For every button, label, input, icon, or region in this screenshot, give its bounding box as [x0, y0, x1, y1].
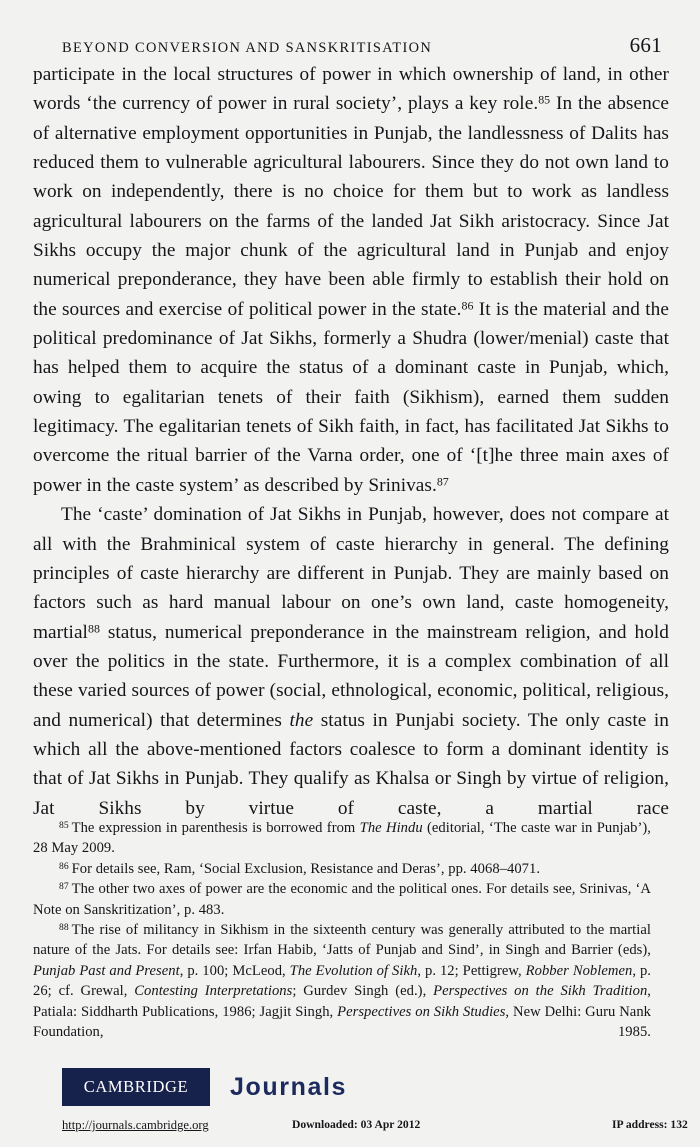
cambridge-journals-logo	[62, 1068, 347, 1106]
footnote-marker: 87	[436, 474, 449, 489]
downloaded-date: Downloaded: 03 Apr 2012	[292, 1118, 421, 1131]
italic-run: Robber Noblemen	[525, 962, 633, 979]
footnote	[33, 859, 651, 879]
footnote-marker: 85	[538, 92, 551, 107]
body-paragraph	[33, 60, 669, 500]
italic-run: the	[289, 709, 314, 731]
text-run: For details see, Ram, ‘Social Exclusion, Resistance and Deras’, pp. 4068–4071.	[71, 860, 541, 877]
italic-run: Punjab Past and Present	[33, 962, 180, 979]
body-paragraph	[33, 500, 669, 852]
footnotes-block	[33, 818, 651, 1063]
footnote-marker: 88	[87, 621, 100, 636]
text-run: The expression in parenthesis is borrowed from	[71, 820, 360, 836]
text-run: , p. 12; Pettigrew,	[417, 962, 526, 979]
text-run: (editorial, ‘The caste war in Punjab’), 28 May 2009.	[33, 820, 651, 857]
text-run: participate in the local structures of power in which ownership of land, in other words ‘the currency of power in rural society’, plays a key role.	[33, 64, 669, 115]
text-run: status in Punjabi society. The only caste in which all the above-mentioned factors coalesce to form a dominant identity is that of Jat Sikhs in Punjab. They qualify as Khalsa or Singh by virtue of religion, Jat Sikhs by virtue of caste, a martial race	[33, 709, 670, 819]
text-run: The other two axes of power are the economic and the political ones. For details see, Srinivas, ‘A Note on Sanskritization’, p. 483.	[33, 881, 651, 918]
italic-run: Contesting Interpretations	[134, 983, 293, 1000]
italic-run: The Evolution of Sikh	[289, 962, 418, 979]
italic-run: Perspectives on Sikh Studies	[337, 1003, 506, 1020]
footnote-number: 86	[59, 860, 69, 872]
body-text	[33, 60, 669, 852]
italic-run: Perspectives on the Sikh Tradition	[433, 983, 648, 1000]
footnote	[33, 920, 651, 1063]
footer-bar	[0, 1118, 700, 1144]
text-run: , p. 26; cf. Grewal,	[33, 962, 651, 1000]
footnote-marker: 86	[461, 298, 474, 313]
journals-wordmark: Journals	[230, 1072, 347, 1101]
cambridge-logo-box	[62, 1068, 210, 1106]
text-run: , New Delhi: Guru Nank Foundation, 1985.	[33, 1003, 651, 1041]
cambridge-wordmark: CAMBRIDGE	[83, 1077, 189, 1096]
running-head	[62, 33, 662, 58]
footnote	[33, 818, 651, 859]
text-run: status, numerical preponderance in the mainstream religion, and hold over the politics in the state. Furthermore, it is a complex combination of all these varied sources of power (social, ethnological, economic, political, religious, and numerical) that determines	[33, 621, 669, 731]
running-title: BEYOND CONVERSION AND SANSKRITISATION	[62, 40, 433, 56]
ip-address: IP address: 132	[612, 1118, 688, 1131]
footnote-number: 88	[59, 921, 69, 933]
text-run: , Patiala: Siddharth Publications, 1986; Jagjit Singh,	[33, 983, 651, 1020]
footnote	[33, 879, 651, 920]
text-run: The ‘caste’ domination of Jat Sikhs in Punjab, however, does not compare at all with the Brahminical system of caste hierarchy in general. The defining principles of caste hierarchy are different in Punjab. They are mainly based on factors such as hard manual labour on one’s own land, caste homogeneity, martial	[33, 504, 669, 643]
italic-run: The Hindu	[359, 820, 423, 836]
journals-url-link[interactable]: http://journals.cambridge.org	[62, 1118, 209, 1132]
text-run: , p. 100; McLeod,	[179, 962, 290, 979]
text-run: The rise of militancy in Sikhism in the sixteenth century was generally attributed to the martial nature of the Jats. For details see: Irfan Habib, ‘Jatts of Punjab and Sind’, in Singh and Barrier (eds),	[33, 922, 651, 959]
text-run: ; Gurdev Singh (ed.),	[292, 983, 434, 1000]
text-run: It is the material and the political predominance of Jat Sikhs, formerly a Shudra (lower/menial) caste that has helped them to acquire the status of a dominant caste in Punjab, which, owing to egalitarian tenets of their faith (Sikhism), earned them sudden legitimacy. The egalitarian tenets of Sikh faith, in fact, has facilitated Jat Sikhs to overcome the ritual barrier of the Varna order, one of ‘[t]he three main axes of power in the caste system’ as described by Srinivas.	[33, 298, 669, 496]
footnote-number: 87	[59, 881, 69, 893]
text-run: In the absence of alternative employment opportunities in Punjab, the landlessness of Dalits has reduced them to vulnerable agricultural labourers. Since they do not own land to work on independently, there is no choice for them but to work as landless agricultural labourers on the farms of the landed Jat Sikh aristocracy. Since Jat Sikhs occupy the major chunk of the agricultural land in Punjab and enjoy numerical preponderance, they have been able firmly to establish their hold on the sources and exercise of political power in the state.	[33, 93, 669, 320]
page-number: 661	[629, 33, 662, 57]
footnote-number: 85	[59, 819, 69, 831]
